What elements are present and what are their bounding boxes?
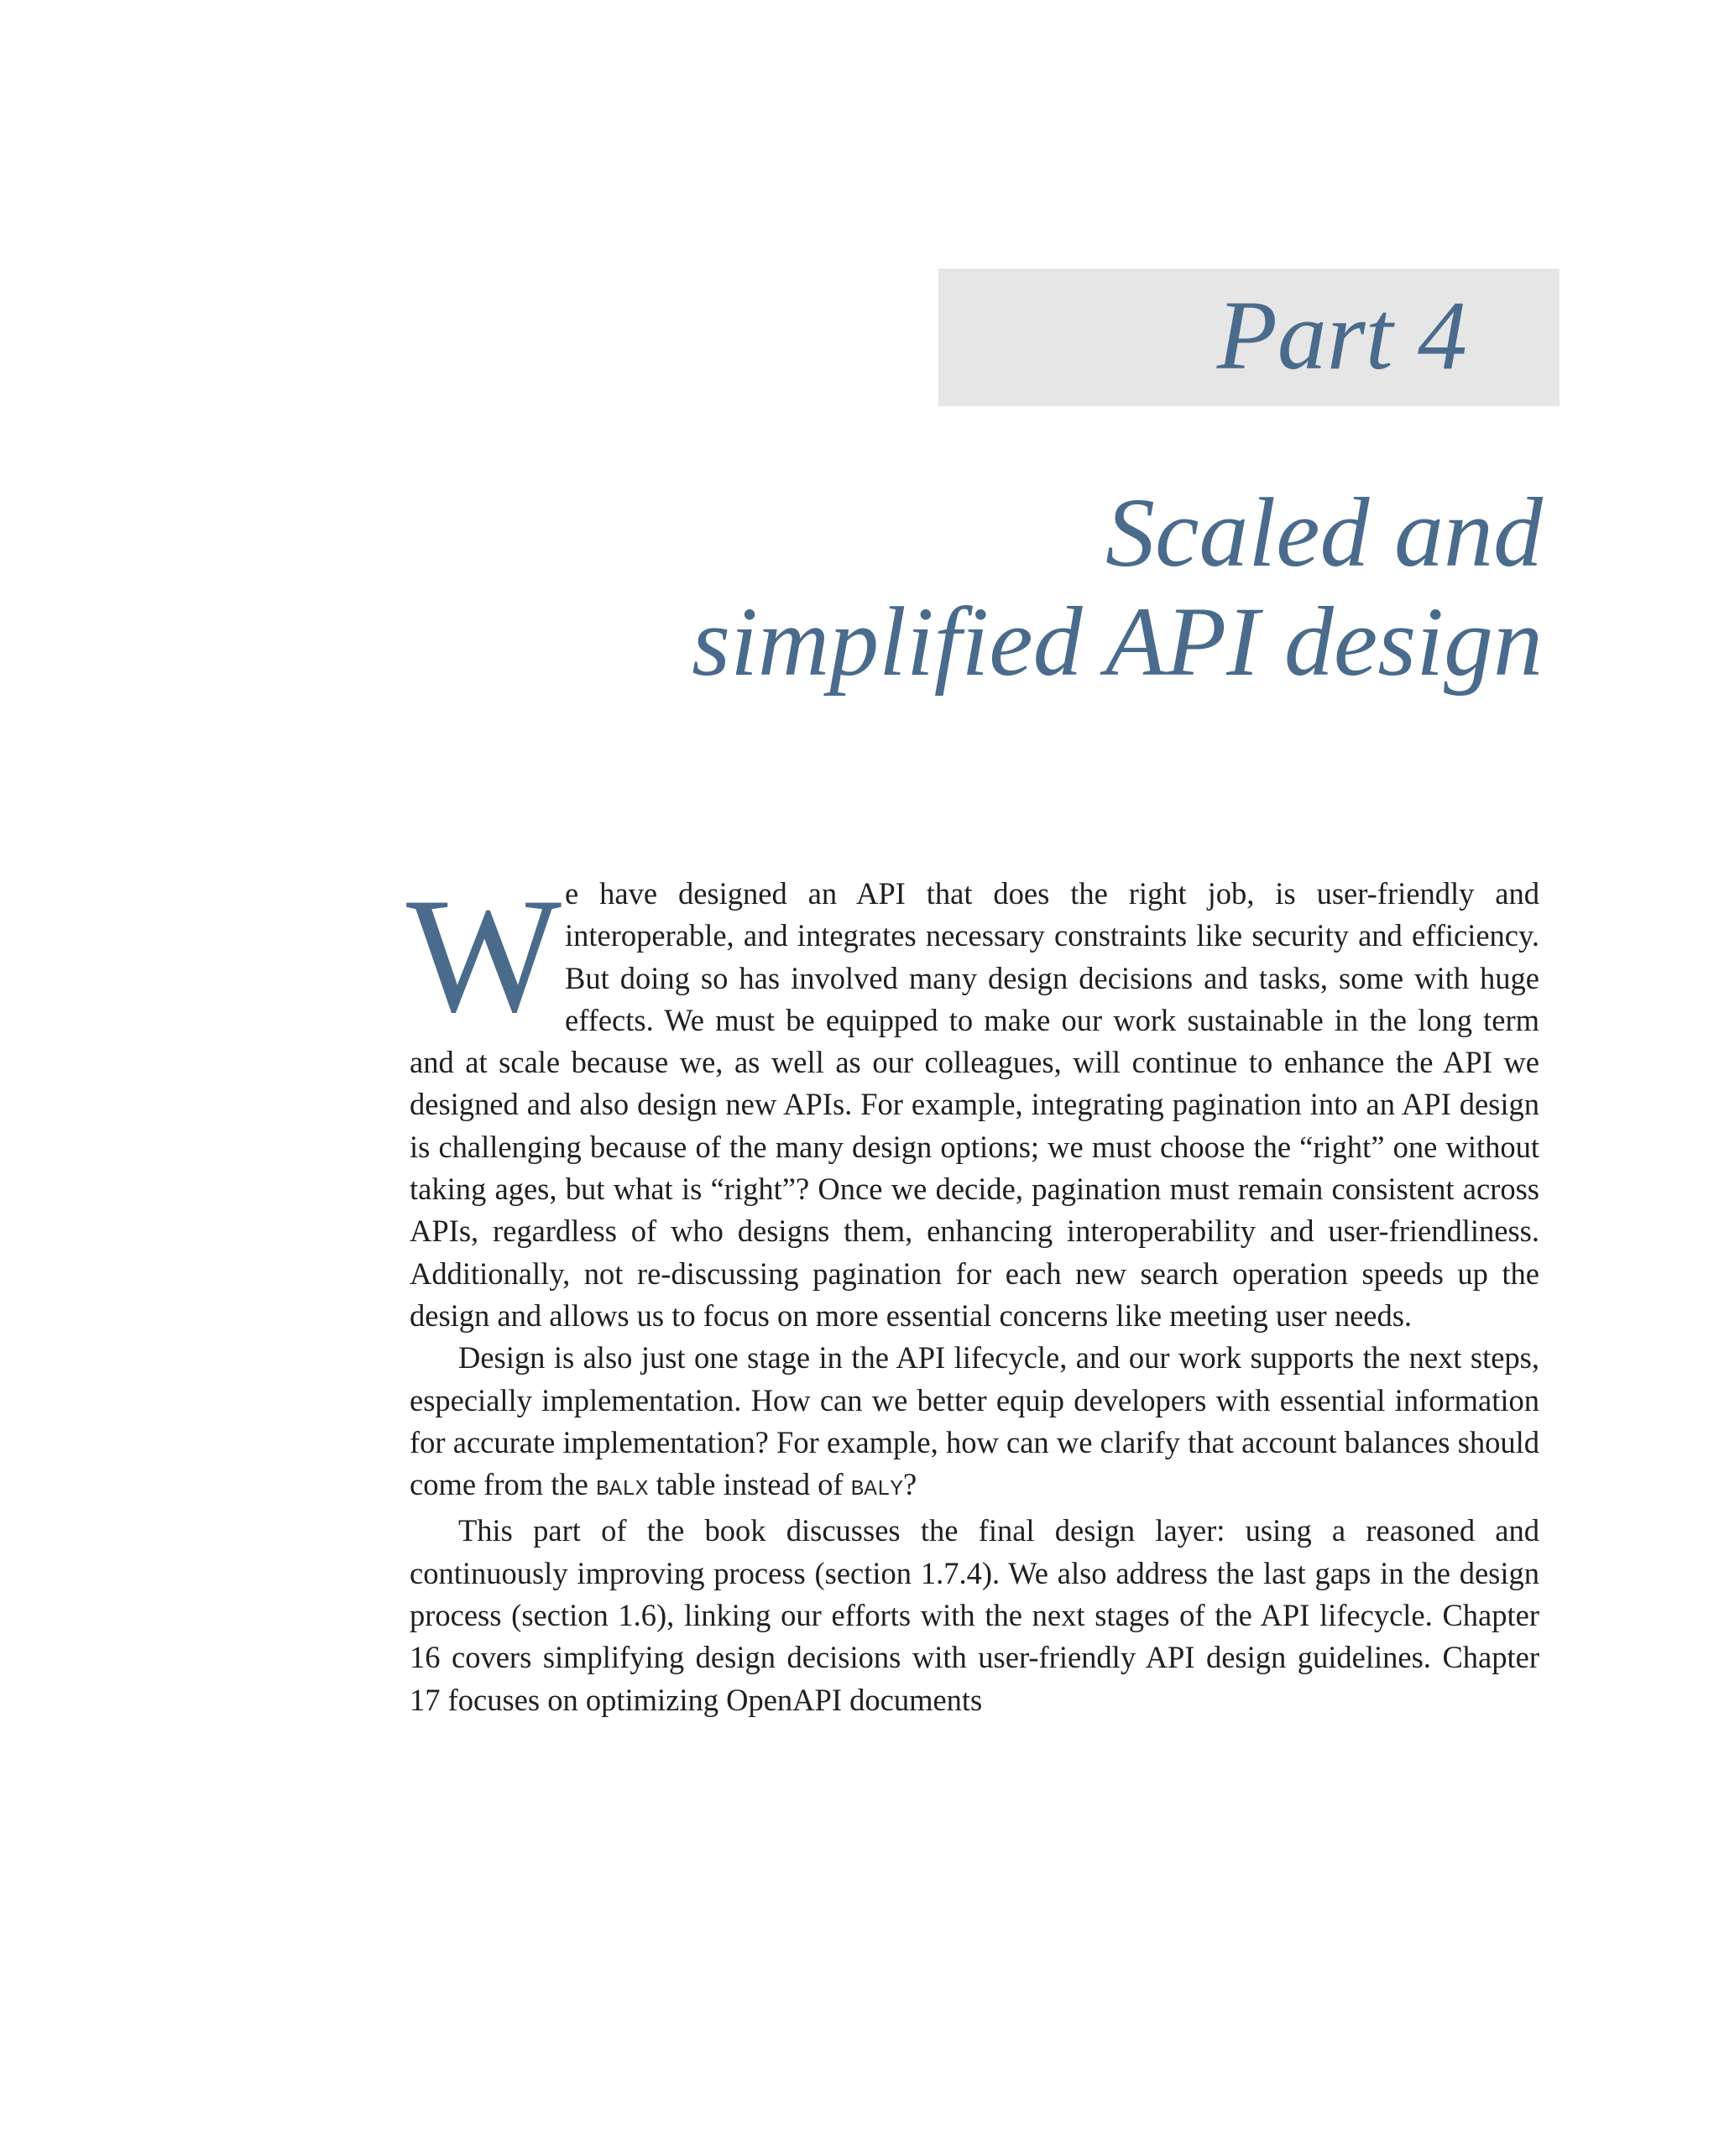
part-title-line-2: simplified API design [692,587,1543,697]
intro-paragraph-2-mid: table instead of [648,1467,851,1502]
intro-paragraph-2-end: ? [903,1467,917,1502]
intro-paragraph-1-text: e have designed an API that does the right job, is user-friendly and interoperable, and integrates necessary constraints like security and efficiency. But doing so has involved many design decisions and tasks, some with huge effects. We must be equipped to make our work sustainable in the long term and at scale because we, as well as our colleagues, will continue to enhance the API we designed and also design new APIs. For example, integrating pagination into an API design is challenging because of the many design options; we must choose the “right” one without taking ages, but what is “right”? Once we decide, pagination must remain consistent across APIs, regardless of who designs them, enhancing interoperability and user-friendliness. Additionally, not re-discussing pagination for each new search operation speeds up the design and allows us to focus on more essential concerns like meeting user needs. [410,876,1539,1333]
intro-paragraph-1 [406,864,1539,1337]
part-banner [938,269,1560,406]
part-title [692,478,1543,697]
code-balx: BALX [595,1476,649,1502]
intro-paragraph-2-start: Design is also just one stage in the API lifecycle, and our work supports the next steps, especially implementation. How can we better equip developers with essential information for accurate implementation? For example, how can we clarify that account balances should come from the [410,1340,1539,1502]
intro-text [406,864,1539,1721]
part-title-line-1: Scaled and [1105,478,1543,587]
part-label: Part 4 [1216,280,1467,390]
drop-cap: W [406,864,562,1047]
intro-paragraph-2 [410,1337,1539,1510]
code-baly: BALY [850,1476,904,1502]
intro-paragraph-3: This part of the book discusses the final design layer: using a reasoned and continuously improving process (section 1.7.4). We also address the last gaps in the design process (section 1.6), linking our efforts with the next stages of the API lifecycle. Chapter 16 covers simplifying design decisions with user-friendly API design guidelines. Chapter 17 focuses on optimizing OpenAPI documents [410,1513,1539,1717]
